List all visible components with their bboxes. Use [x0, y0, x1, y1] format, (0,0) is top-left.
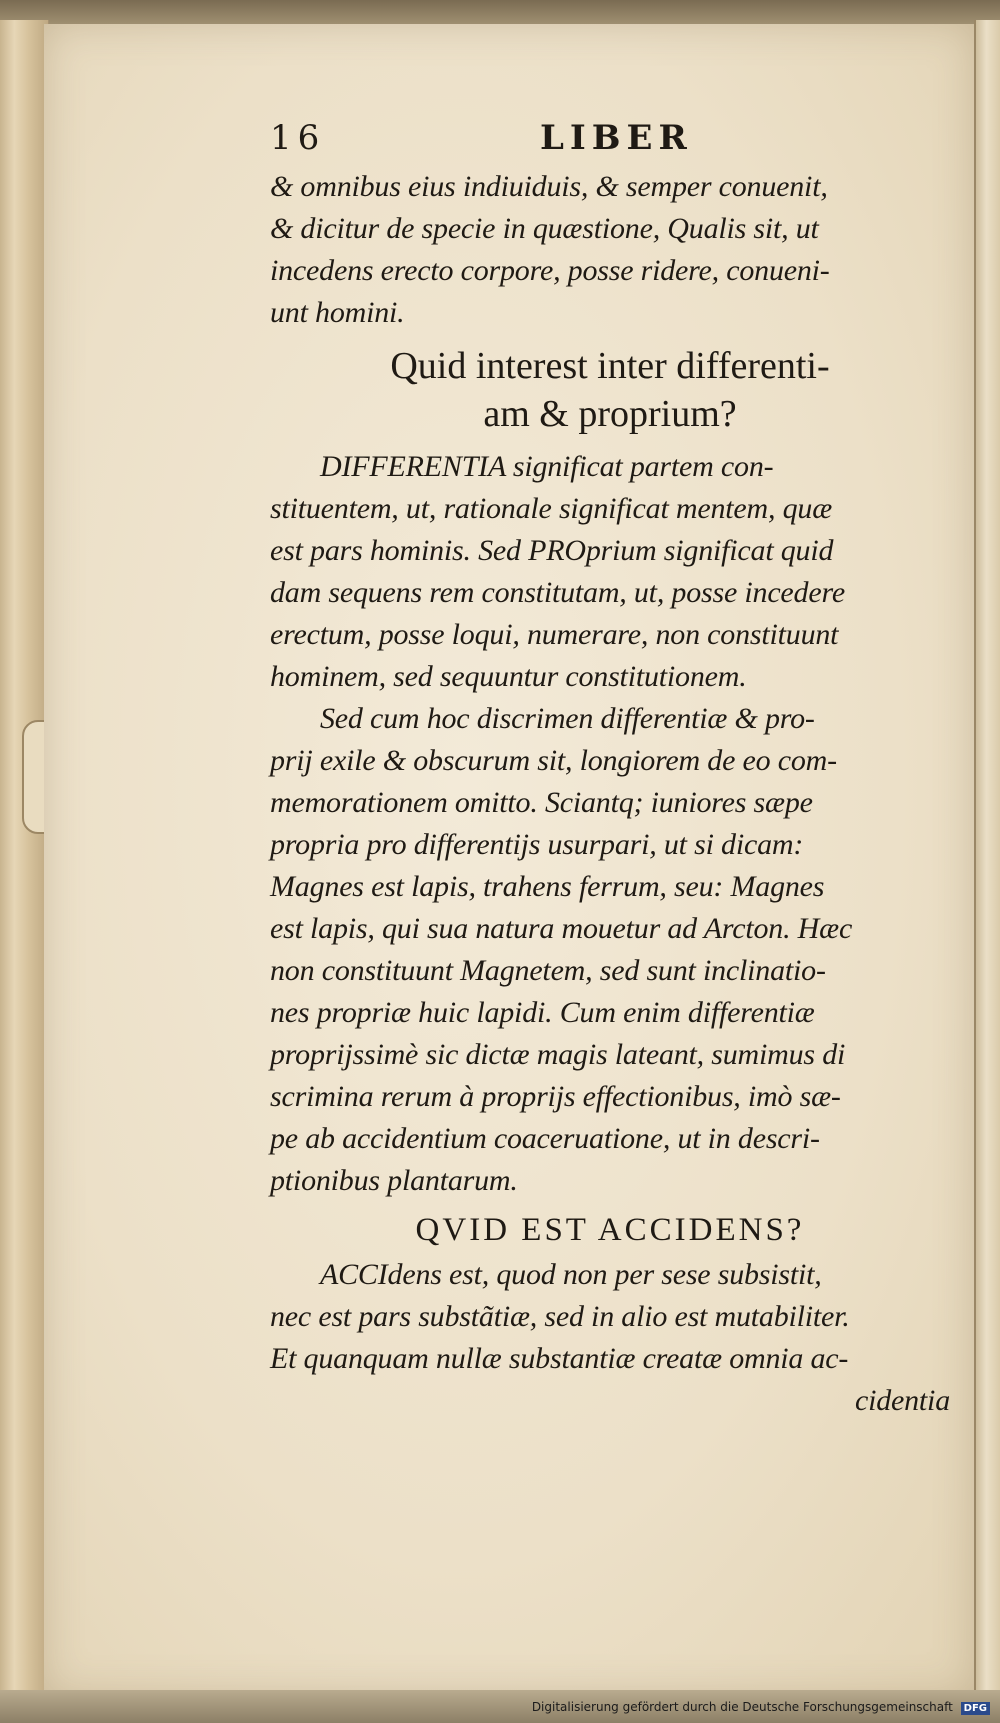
section-heading-accidens: QVID EST ACCIDENS?: [415, 1212, 805, 1248]
text-line: nec est pars substãtiæ, sed in alio est mutabiliter.: [270, 1300, 850, 1333]
page-header: [270, 118, 950, 166]
text-line: ptionibus plantarum.: [270, 1164, 518, 1197]
text-line: erectum, posse loqui, numerare, non constituunt: [270, 618, 839, 651]
text-line: Et quanquam nullæ substantiæ creatæ omnia ac-: [270, 1342, 849, 1375]
text-line: pe ab accidentium coaceruatione, ut in descri-: [270, 1122, 820, 1155]
paragraph-continuation: [270, 166, 950, 334]
text-line: est lapis, qui sua natura mouetur ad Arcton. Hæc: [270, 912, 853, 945]
text-line: ACCIdens est, quod non per sese subsistit,: [320, 1258, 822, 1291]
text-line: dam sequens rem constitutam, ut, posse incedere: [270, 576, 845, 609]
text-line: non constituunt Magnetem, sed sunt inclinatio-: [270, 954, 826, 987]
catchword: cidentia: [854, 1384, 950, 1417]
text-line: est pars hominis. Sed PROprium significat quid: [270, 534, 834, 567]
text-line: proprijssimè sic dictæ magis lateant, sumimus di: [270, 1038, 846, 1071]
paragraph-differentia: [270, 446, 950, 698]
credit-text: Digitalisierung gefördert durch die Deutsche Forschungsgemeinschaft: [531, 1700, 953, 1714]
text-line: Magnes est lapis, trahens ferrum, seu: Magnes: [270, 870, 825, 903]
page-text-block: [270, 118, 950, 1422]
text-line: memorationem omitto. Sciantq; iuniores sæpe: [270, 786, 813, 819]
text-line: hominem, sed sequuntur constitutionem.: [270, 660, 747, 693]
section-heading-differentia: [270, 342, 950, 438]
text-line: Sed cum hoc discrimen differentiæ & pro-: [320, 702, 815, 735]
text-line: & omnibus eius indiuiduis, & semper conuenit,: [270, 170, 828, 203]
text-line: scrimina rerum à proprijs effectionibus, imò sæ-: [270, 1080, 841, 1113]
paragraph-discrimen: [270, 698, 950, 1202]
text-line: & dicitur de specie in quæstione, Qualis sit, ut: [270, 212, 819, 245]
text-line: propria pro differentijs usurpari, ut si dicam:: [270, 828, 804, 861]
heading-line: am & proprium?: [483, 393, 737, 435]
dfg-logo: DFG: [961, 1702, 990, 1715]
running-head: LIBER: [540, 118, 693, 158]
book-page-edges-left: [0, 20, 49, 1700]
text-line: stituentem, ut, rationale significat mentem, quæ: [270, 492, 833, 525]
text-line: nes propriæ huic lapidi. Cum enim differentiæ: [270, 996, 815, 1029]
text-line: DIFFERENTIA significat partem con-: [320, 450, 774, 483]
page-number: 16: [270, 118, 326, 158]
paragraph-accidens: [270, 1254, 950, 1422]
book-page-edges-right: [974, 20, 1000, 1700]
text-line: incedens erecto corpore, posse ridere, conueni-: [270, 254, 830, 287]
text-line: prij exile & obscurum sit, longiorem de eo com-: [270, 744, 837, 777]
heading-line: Quid interest inter differenti-: [390, 345, 830, 387]
digitization-credit: [0, 1700, 990, 1715]
text-line: unt homini.: [270, 296, 405, 329]
